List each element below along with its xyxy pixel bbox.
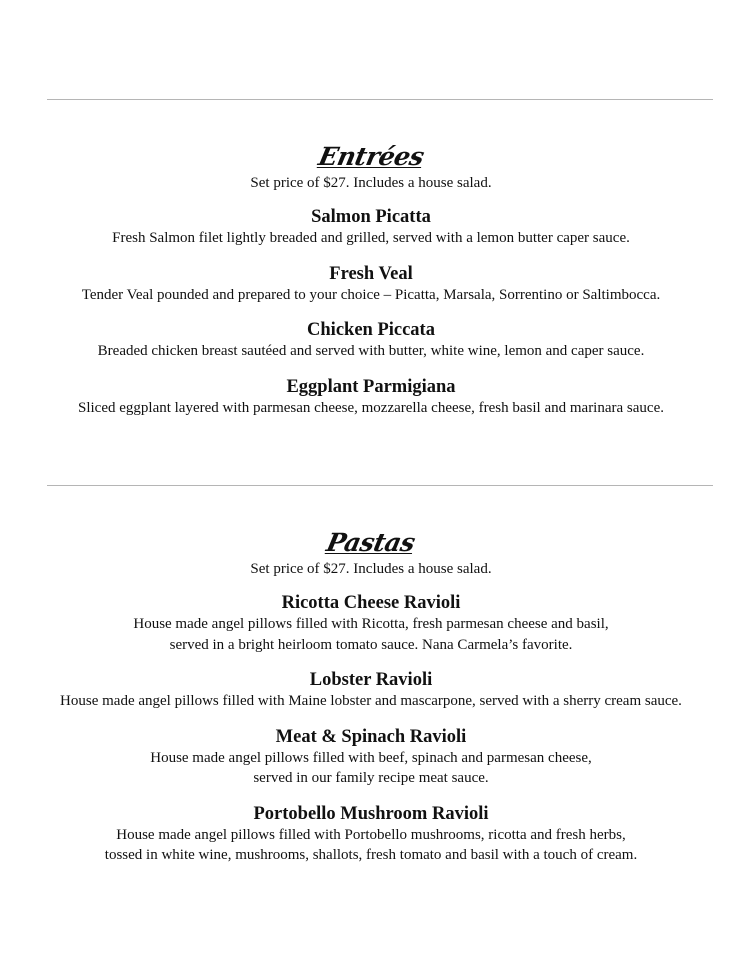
entrees-title: Entrées (315, 142, 427, 171)
item-description: House made angel pillows filled with Ricotta, fresh parmesan cheese and basil, served in a bright heirloom tomato sauce. Nana Carmela’s favorite. (133, 616, 609, 653)
item-name: Portobello Mushroom Ravioli (253, 803, 489, 824)
item-description: House made angel pillows filled with beef, spinach and parmesan cheese, served in our family recipe meat sauce. (150, 749, 592, 786)
item-name: Salmon Picatta (311, 207, 431, 227)
item-description: Sliced eggplant layered with parmesan cheese, mozzarella cheese, fresh basil and marinara sauce. (78, 399, 664, 416)
menu-item (0, 726, 742, 789)
menu-item (0, 319, 742, 362)
menu-item (0, 263, 742, 306)
item-description: Breaded chicken breast sautéed and served with butter, white wine, lemon and caper sauce. (97, 343, 645, 359)
item-description: House made angel pillows filled with Portobello mushrooms, ricotta and fresh herbs, tossed in white wine, mushrooms, shallots, fresh tomato and basil with a touch of cream. (104, 826, 638, 863)
menu-item (0, 669, 742, 712)
menu-item (0, 376, 742, 419)
middle-divider (47, 485, 713, 486)
menu-item (0, 206, 742, 249)
item-name: Ricotta Cheese Ravioli (281, 593, 461, 613)
top-divider (47, 99, 713, 100)
item-name: Chicken Piccata (307, 320, 435, 340)
pastas-section (0, 528, 742, 866)
item-name: Eggplant Parmigiana (286, 376, 456, 397)
item-name: Fresh Veal (329, 263, 413, 284)
pastas-title: Pastas (324, 528, 418, 557)
menu-item (0, 803, 742, 866)
item-name: Lobster Ravioli (309, 670, 433, 690)
menu-item (0, 592, 742, 655)
item-name: Meat & Spinach Ravioli (275, 726, 467, 747)
item-description: Tender Veal pounded and prepared to your choice – Picatta, Marsala, Sorrentino or Saltimbocca. (81, 286, 661, 303)
item-description: House made angel pillows filled with Maine lobster and mascarpone, served with a sherry cream sauce. (60, 693, 682, 709)
entrees-section (0, 142, 742, 418)
item-description: Fresh Salmon filet lightly breaded and grilled, served with a lemon butter caper sauce. (112, 230, 630, 246)
pastas-subtitle: Set price of $27. Includes a house salad. (250, 561, 492, 577)
entrees-subtitle: Set price of $27. Includes a house salad. (250, 175, 492, 191)
